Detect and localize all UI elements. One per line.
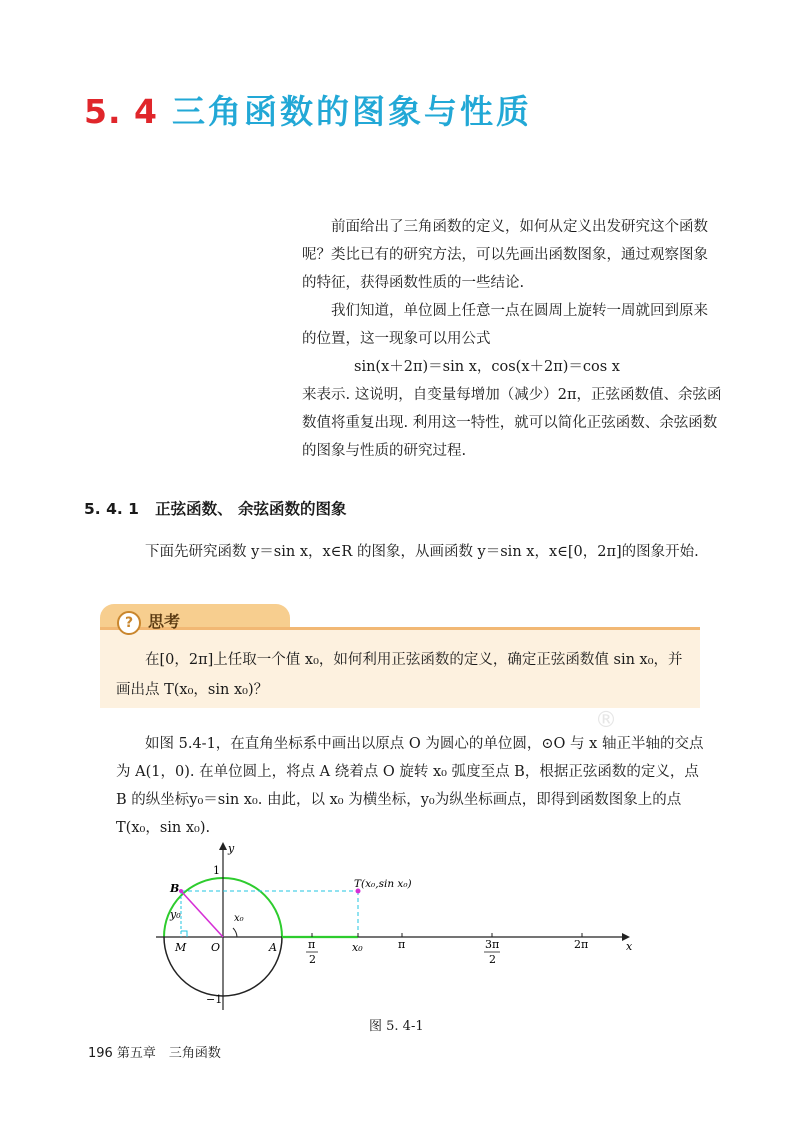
right-angle-mark xyxy=(181,931,187,937)
think-box-rule xyxy=(100,627,700,630)
label-three-pi-half-den: 2 xyxy=(489,953,496,966)
subsection-number: 5. 4. 1 xyxy=(84,500,139,518)
intro-paragraph-3: 来表示. 这说明，自变量每增加（减少）2π，正弦函数值、余弦函数值将重复出现. 利用这一特性，就可以简化正弦函数、余弦函数的图象与性质的研究过程. xyxy=(302,387,722,459)
radius-OB xyxy=(181,891,223,937)
body-paragraph-2 xyxy=(116,730,712,842)
angle-arc xyxy=(233,928,237,937)
label-neg-one: −1 xyxy=(206,993,223,1006)
page-footer xyxy=(88,1042,221,1061)
think-question: 在[0，2π]上任取一个值 x₀，如何利用正弦函数的定义，确定正弦函数值 sin x₀，并画出点 T(x₀，sin x₀)？ xyxy=(116,652,683,698)
label-one: 1 xyxy=(213,864,220,877)
label-M: M xyxy=(175,941,187,954)
point-B xyxy=(179,889,183,893)
label-y0: y₀ xyxy=(170,908,181,921)
figure-caption: 图 5. 4-1 xyxy=(369,1019,424,1034)
label-pi-half-num: π xyxy=(308,938,316,951)
unit-circle-sine-figure xyxy=(150,838,650,1013)
label-three-pi-half-num: 3π xyxy=(485,938,500,951)
label-A: A xyxy=(269,941,277,954)
registered-watermark: ® xyxy=(595,708,617,733)
intro-paragraph-2: 我们知道，单位圆上任意一点在圆周上旋转一周就回到原来的位置，这一现象可以用公式 xyxy=(302,303,708,347)
label-T: T(x₀,sin x₀) xyxy=(354,878,412,890)
think-label: 思考 xyxy=(148,612,181,631)
intro-paragraph-1: 前面给出了三角函数的定义，如何从定义出发研究这个函数呢？类比已有的研究方法，可以先画出函数图象，通过观察图象的特征，获得函数性质的一些结论. xyxy=(302,219,708,291)
label-angle-x0: x₀ xyxy=(234,913,244,924)
label-B: B xyxy=(170,882,180,895)
page-number: 196 xyxy=(88,1046,113,1061)
body-paragraph-1-text: 下面先研究函数 y＝sin x，x∈R 的图象，从画函数 y＝sin x，x∈[0，2π]的图象开始. xyxy=(145,544,699,560)
intro-block xyxy=(302,213,722,465)
label-pi-half-den: 2 xyxy=(309,953,316,966)
label-x0-tick: x₀ xyxy=(352,941,363,954)
label-O: O xyxy=(211,941,221,954)
section-title-text: 三角函数的图象与性质 xyxy=(171,92,532,131)
subsection-title-text: 正弦函数、 余弦函数的图象 xyxy=(155,500,347,518)
section-number: 5. 4 xyxy=(84,92,158,131)
question-icon: ? xyxy=(117,611,141,635)
think-text xyxy=(116,645,696,705)
label-two-pi: 2π xyxy=(574,938,589,951)
x-axis-label: x xyxy=(626,940,633,953)
label-pi: π xyxy=(398,938,406,951)
subsection-title xyxy=(84,497,347,519)
body-paragraph-1 xyxy=(116,538,712,566)
y-axis-label: y xyxy=(228,842,235,855)
body-paragraph-2-text: 如图 5.4-1，在直角坐标系中画出以原点 O 为圆心的单位圆，⊙O 与 x 轴正半轴的交点为 A(1，0). 在单位圆上，将点 A 绕着点 O 旋转 x₀ 弧度至点 B，根据正弦函数的定义，点 B 的纵坐标y₀＝sin x₀. 由此，以 x₀ 为横坐标，y₀为纵坐标画点，即得到函数图象上的点 T(x₀，sin x₀). xyxy=(116,736,704,836)
section-title xyxy=(84,86,532,133)
chapter-title: 第五章 三角函数 xyxy=(116,1046,221,1061)
periodicity-formula: sin(x＋2π)＝sin x，cos(x＋2π)＝cos x xyxy=(354,359,620,375)
y-axis-arrow xyxy=(219,842,227,850)
